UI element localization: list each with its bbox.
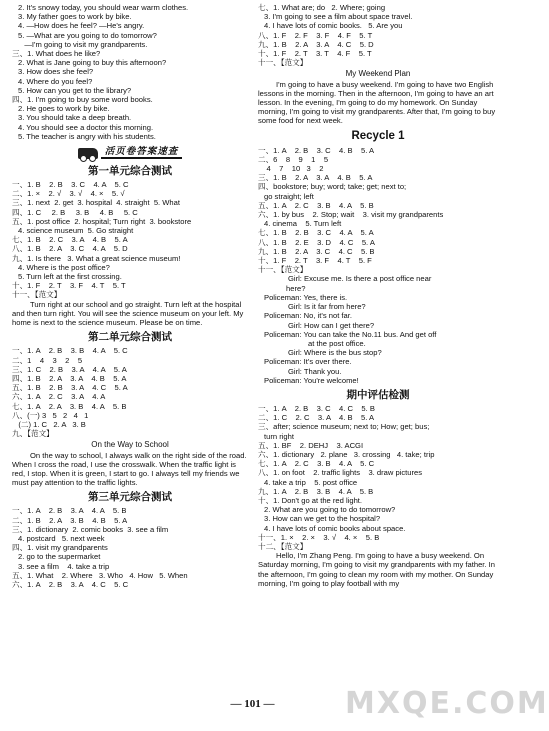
answer-line: 三、1. C 2. B 3. A 4. A 5. A [12, 364, 127, 374]
recycle-title: Recycle 1 [351, 129, 405, 142]
unit3-section [12, 490, 248, 589]
plan-essay: I'm going to have a busy weekend. I'm going to have two English lessons in the morning. Then in the afternoon, I'm going to have an art lesson. In the evening, I'm going to do my homework. On Sunday morning, I'm going to visit my grandparents. After that, I'm going to buy some food for next week. [258, 79, 496, 126]
answer-line: 十一、【范文】 [258, 58, 308, 68]
answer-line: 十一、1. × 2. × 3. √ 4. × 5. B [258, 532, 380, 542]
answer-line: 七、1. B 2. B 3. C 4. A 5. A [258, 228, 374, 238]
answer-line: 四、1. B 2. A 3. A 4. B 5. A [12, 373, 127, 383]
watermark-logo: MXQE.COM [345, 686, 549, 721]
dialogue-line: Policeman: You can take the No.11 bus. And get off [264, 329, 437, 339]
dialogue-line: Girl: How can I get there? [288, 320, 375, 330]
left-top-answers [12, 3, 248, 141]
answer-line: 八、(一) 3 5 2 4 1 [12, 410, 89, 420]
answer-line: 六、1. by bus 2. Stop; wait 3. visit my grandparents [258, 210, 444, 220]
answer-line: 一、1. A 2. B 3. C 4. C 5. B [258, 403, 375, 413]
answer-line: 五、1. What 2. Where 3. Who 4. How 5. When [12, 570, 188, 580]
answer-line: 3. see a film 4. take a trip [18, 561, 110, 571]
answer-line: 3. How can we get to the hospital? [264, 514, 381, 524]
answer-line: 八、1. on foot 2. traffic lights 3. draw pictures [258, 468, 423, 478]
answer-line: 三、after; science museum; next to; How; get; bus; [258, 422, 430, 432]
page-number: — 101 — [230, 698, 275, 710]
answer-line: 5. —What are you going to do tomorrow? [18, 30, 157, 40]
answer-line: 七、1. A 2. A 3. B 4. A 5. B [12, 401, 127, 411]
unit2-section [12, 330, 248, 487]
bus-icon [78, 148, 98, 159]
answer-line: 四、1. visit my grandparents [12, 543, 108, 553]
answer-line: 4. take a trip 5. post office [264, 477, 358, 487]
answer-line: 3. How does she feel? [18, 67, 94, 77]
answer-line: 九、1. Is there 3. What a great science museum! [12, 253, 181, 263]
answer-line: turn right [264, 431, 294, 441]
dialogue-line: Girl: Thank you. [288, 366, 342, 376]
dialogue-line: Girl: Excuse me. Is there a post office near [288, 274, 432, 284]
answer-line: 2. What are you going to do tomorrow? [264, 505, 396, 515]
answer-line: 3. You should take a deep breath. [18, 113, 132, 123]
answer-line: 四、1. C 2. B 3. B 4. B 5. C [12, 207, 138, 217]
answer-line: 4. postcard 5. next week [18, 533, 105, 543]
dialogue-line: Policeman: It's over there. [264, 357, 352, 367]
unit2-title: 第二单元综合测试 [88, 331, 172, 344]
answer-line: 十、1. F 2. T 3. T 4. F 5. T [258, 49, 372, 59]
answer-line: 三、1. next 2. get 3. hospital 4. straight 5. What [12, 198, 180, 208]
answer-line: 三、1. dictionary 2. comic books 3. see a film [12, 524, 169, 534]
dialogue-line: Policeman: No, it's not far. [264, 311, 352, 321]
answer-line: 三、1. What does he like? [12, 49, 101, 59]
answer-line: 六、1. A 2. C 3. A 4. A [12, 392, 106, 402]
answer-line: 5. How can you get to the library? [18, 85, 132, 95]
answer-line: 二、1. C 2. C 3. A 4. B 5. A [258, 413, 375, 423]
answer-line: 八、1. B 2. E 3. D 4. C 5. A [258, 237, 375, 247]
dialogue-line: Policeman: Yes, there is. [264, 292, 348, 302]
answer-line: 4. Where do you feel? [18, 76, 93, 86]
unit3-title: 第三单元综合测试 [88, 491, 172, 504]
answer-line: 4. You should see a doctor this morning. [18, 122, 154, 132]
answer-line: 九、1. B 2. A 3. A 4. C 5. D [258, 39, 374, 49]
answer-line: 十二、【范文】 [258, 541, 308, 551]
answer-key-banner [12, 145, 248, 161]
answer-line: 3. I'm going to see a film about space travel. [264, 12, 413, 22]
recycle-section [258, 129, 498, 385]
answer-line: 5. Turn left at the first crossing. [18, 272, 122, 282]
answer-line: 四、1. I'm going to buy some word books. [12, 95, 153, 105]
answer-line: 二、1 4 3 2 5 [12, 355, 83, 365]
midterm-title: 期中评估检测 [346, 388, 410, 401]
answer-line: 一、1. A 2. B 3. B 4. A 5. C [12, 346, 128, 356]
answer-line: 一、1. A 2. B 3. C 4. B 5. A [258, 145, 375, 155]
dialogue-line: Girl: Where is the bus stop? [288, 348, 382, 358]
answer-line: (二) 1. C 2. A 3. B [12, 419, 86, 429]
right-top-answers [258, 3, 498, 67]
answer-line: 五、1. A 2. C 3. B 4. A 5. B [258, 200, 374, 210]
unit2-essay-title: On the Way to School [91, 440, 169, 450]
answer-line: 2. He goes to work by bike. [18, 104, 110, 114]
answer-line: 六、1. dictionary 2. plane 3. crossing 4. take; trip [258, 449, 435, 459]
answer-line: 2. go to the supermarket [18, 552, 101, 562]
answer-line: 十、1. Don't go at the red light. [258, 495, 363, 505]
answer-line: 十一、【范文】 [258, 265, 308, 275]
answer-line: 二、6 8 9 1 5 [258, 154, 329, 164]
answer-line: 五、1. post office 2. hospital; Turn right 3. bookstore [12, 216, 192, 226]
answer-line: 二、1. × 2. √ 3. √ 4. × 5. √ [12, 189, 125, 199]
answer-line: 4 7 10 3 2 [258, 164, 324, 174]
answer-line: 八、1. F 2. F 3. F 4. F 5. T [258, 30, 373, 40]
answer-line: 九、1. A 2. B 3. B 4. A 5. B [258, 486, 374, 496]
answer-line: 七、1. B 2. C 3. A 4. B 5. A [12, 235, 128, 245]
answer-line: 九、1. B 2. A 3. C 4. C 5. B [258, 246, 375, 256]
plan-title: My Weekend Plan [345, 69, 411, 79]
answer-line: 六、1. A 2. B 3. A 4. C 5. C [12, 579, 129, 589]
answer-line: 七、1. What are; do 2. Where; going [258, 3, 386, 12]
answer-line: 4. I have lots of comic books about space. [264, 523, 406, 533]
answer-line: 三、1. B 2. A 3. A 4. B 5. A [258, 173, 373, 183]
answer-line: 一、1. A 2. B 3. A 4. A 5. B [12, 506, 127, 516]
answer-line: 七、1. A 2. C 3. B 4. A 5. C [258, 459, 375, 469]
midterm-section [258, 388, 498, 588]
answer-line: 4. science museum 5. Go straight [18, 226, 134, 236]
dialogue-line: at the post office. [308, 338, 366, 348]
dialogue-line: Policeman: You're welcome! [264, 375, 359, 385]
answer-line: 四、bookstore; buy; word; take; get; next to; [258, 182, 407, 192]
unit2-essay: On the way to school, I always walk on the right side of the road. When I cross the road, I use the crosswalk. When the traffic light is red, I stop. When it is green, I start to go. I always tell my friends we must pay attention to the traffic lights. [12, 450, 247, 488]
right-column [258, 3, 498, 588]
dialogue-line: here? [286, 283, 306, 293]
answer-line: 八、1. B 2. A 3. C 4. A 5. D [12, 244, 128, 254]
unit1-title: 第一单元综合测试 [88, 165, 172, 178]
answer-line: 十、1. F 2. T 3. F 4. T 5. F [258, 256, 372, 266]
unit1-section [12, 164, 248, 327]
answer-line: 4. —How does he feel? —He's angry. [18, 21, 145, 31]
answer-line: 2. What is Jane going to buy this afternoon? [18, 58, 167, 68]
banner-text: 活页卷答案速查 [101, 147, 183, 158]
answer-line: 3. My father goes to work by bike. [18, 12, 132, 22]
answer-line: 5. The teacher is angry with his students. [18, 131, 156, 141]
answer-line: 4. Where is the post office? [18, 262, 110, 272]
midterm-essay: Hello, I'm Zhang Peng. I'm going to have a busy weekend. On Saturday morning, I'm going to visit my grandparents with my father. In the afternoon, I'm going to clean my room with my mother. On Sunday morning, I'm going to play football with my [258, 551, 495, 588]
answer-line: —I'm going to visit my grandparents. [18, 39, 148, 49]
answer-line: 4. I have lots of comic books. 5. Are you [264, 21, 403, 31]
left-column [12, 3, 248, 589]
answer-line: 2. It's snowy today, you should wear warm clothes. [18, 3, 189, 12]
weekend-plan-section [258, 69, 498, 125]
answer-line: 五、1. B 2. B 3. A 4. C 5. A [12, 383, 128, 393]
answer-line: go straight; left [264, 191, 314, 201]
answer-line: 4. cinema 5. Turn left [264, 219, 342, 229]
answer-line: 五、1. BF 2. DEHJ 3. ACGI [258, 440, 364, 450]
dialogue-line: Girl: Is it far from here? [288, 302, 366, 312]
answer-line: 一、1. B 2. B 3. C 4. A 5. C [12, 180, 129, 190]
answer-line: 二、1. B 2. A 3. B 4. B 5. A [12, 515, 128, 525]
answer-line: 九、【范文】 [12, 429, 54, 439]
unit1-essay: Turn right at our school and go straight. Turn left at the hospital and then turn right. You will see the science museum on your left. My home is next to the science museum. Please be on time. [12, 299, 244, 328]
answer-line: 十、1. F 2. T 3. F 4. T 5. T [12, 281, 126, 291]
answer-line: 十一、【范文】 [12, 290, 62, 300]
